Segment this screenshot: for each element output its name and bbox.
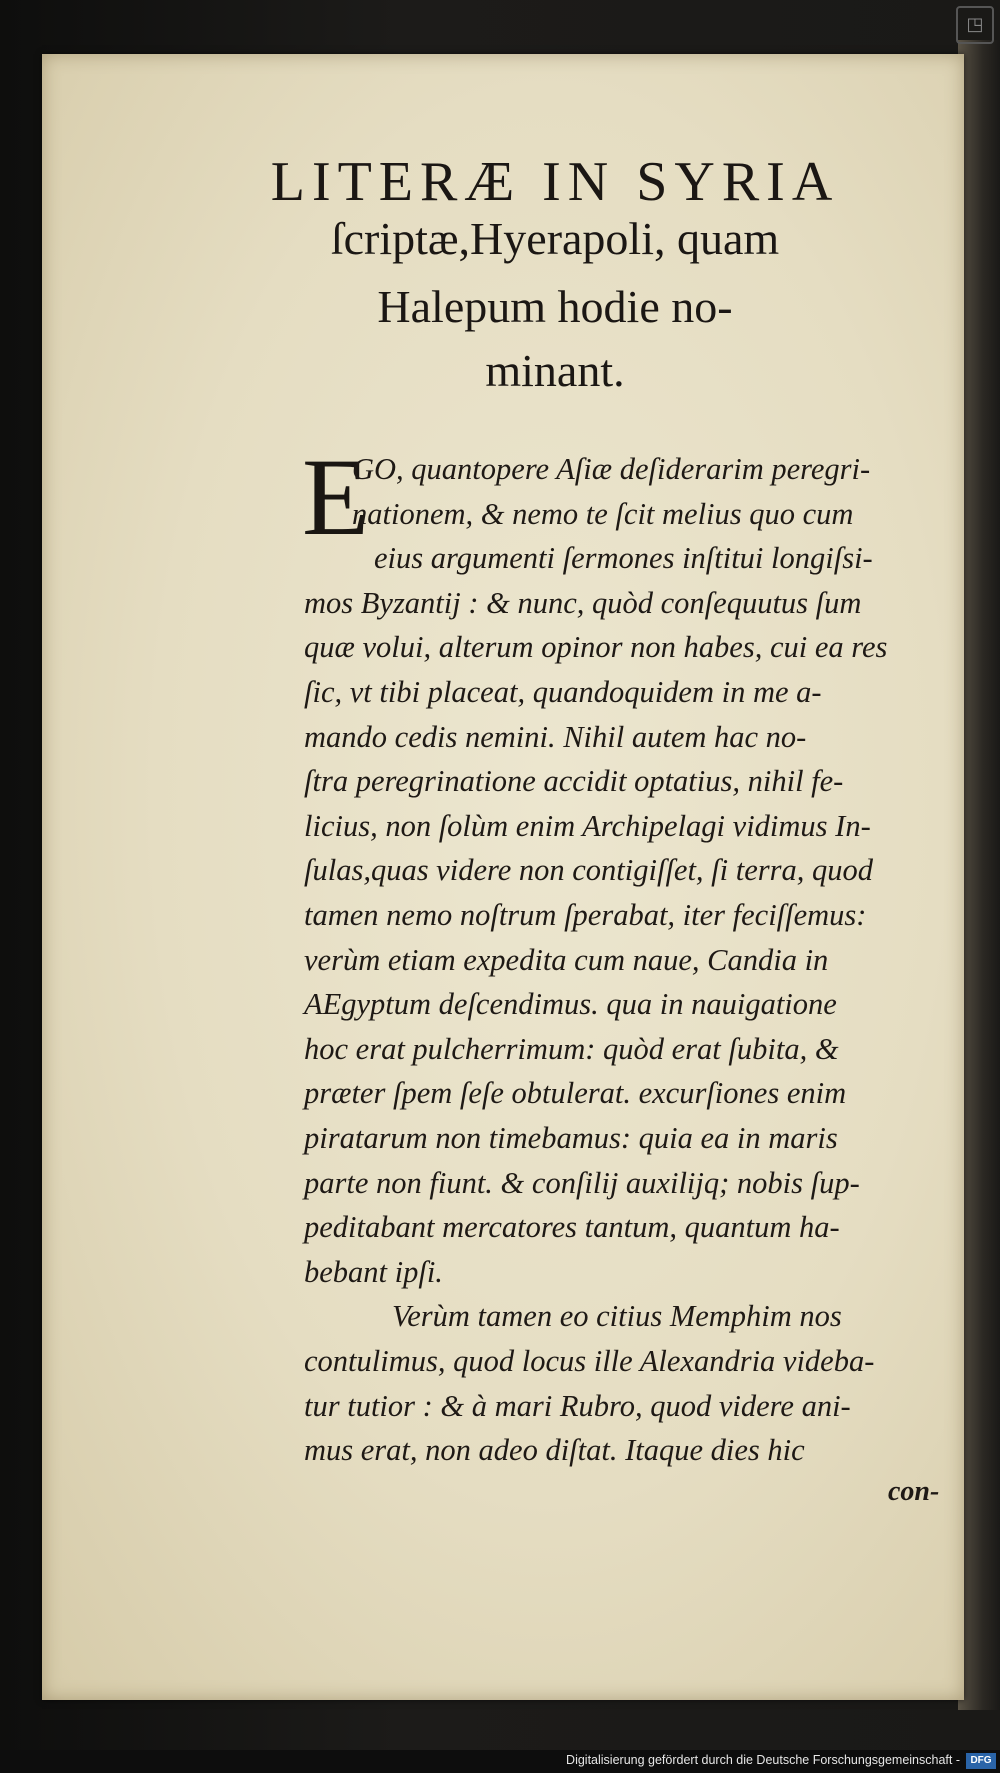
footer-credit: Digitalisierung gefördert durch die Deutsche Forschungsgemeinschaft -: [566, 1753, 960, 1767]
text-line: peditabant mercatores tantum, quantum ha-: [304, 1210, 840, 1245]
text-line: tamen nemo noſtrum ſperabat, iter feciſſemus:: [304, 898, 867, 932]
book-edge: [958, 40, 1000, 1710]
title-line-2: ſcriptæ,Hyerapoli, quam: [330, 213, 780, 264]
text-line: piratarum non timebamus: quia ea in maris: [304, 1121, 838, 1155]
text-line: ſtra peregrinatione accidit optatius, nihil fe-: [304, 764, 844, 799]
text-line: contulimus, quod locus ille Alexandria videba-: [304, 1344, 875, 1378]
text-line: verùm etiam expedita cum naue, Candia in: [304, 942, 829, 977]
text-line: bebant ipſi.: [304, 1254, 443, 1289]
text-line: ſulas,quas videre non contigiſſet, ſi terra, quod: [304, 853, 874, 888]
text-line: mos Byzantij : & nunc, quòd conſequutus ſum: [304, 585, 862, 620]
text-line: parte non fiunt. & conſilij auxilijq; nobis ſup-: [304, 1165, 860, 1200]
text-line: mando cedis nemini. Nihil autem hac no-: [304, 719, 807, 754]
corner-clip-icon: ◳: [956, 6, 994, 44]
text-line: ſic, vt tibi placeat, quandoquidem in me a-: [304, 675, 822, 709]
title-line-3: Halepum hodie no-: [377, 281, 733, 332]
drop-capital: E: [302, 436, 370, 558]
title-line-1: LITERÆ IN SYRIA: [270, 151, 840, 213]
text-line: quæ volui, alterum opinor non habes, cui ea res: [304, 630, 888, 665]
text-line: GO, quantopere Aſiæ deſiderarim peregri-: [352, 452, 871, 486]
footer-bar: [0, 1750, 1000, 1773]
catchword: con-: [888, 1476, 940, 1507]
text-line: AEgyptum deſcendimus. qua in nauigatione: [304, 987, 837, 1022]
text-line: mus erat, non adeo diſtat. Itaque dies hic: [304, 1433, 805, 1468]
text-line: licius, non ſolùm enim Archipelagi vidimus In-: [304, 808, 871, 843]
text-line: eius argumenti ſermones inſtitui longiſsi-: [374, 541, 873, 576]
text-line: Verùm tamen eo citius Memphim nos: [392, 1299, 842, 1334]
text-line: tur tutior : & à mari Rubro, quod videre ani-: [304, 1388, 851, 1423]
text-line: præter ſpem ſeſe obtulerat. excurſiones enim: [304, 1076, 847, 1111]
dfg-logo: DFG: [966, 1753, 996, 1769]
text-line: nationem, & nemo te ſcit melius quo cum: [352, 496, 854, 531]
title-line-4: minant.: [485, 345, 625, 396]
text-line: hoc erat pulcherrimum: quòd erat ſubita, &: [304, 1031, 839, 1066]
